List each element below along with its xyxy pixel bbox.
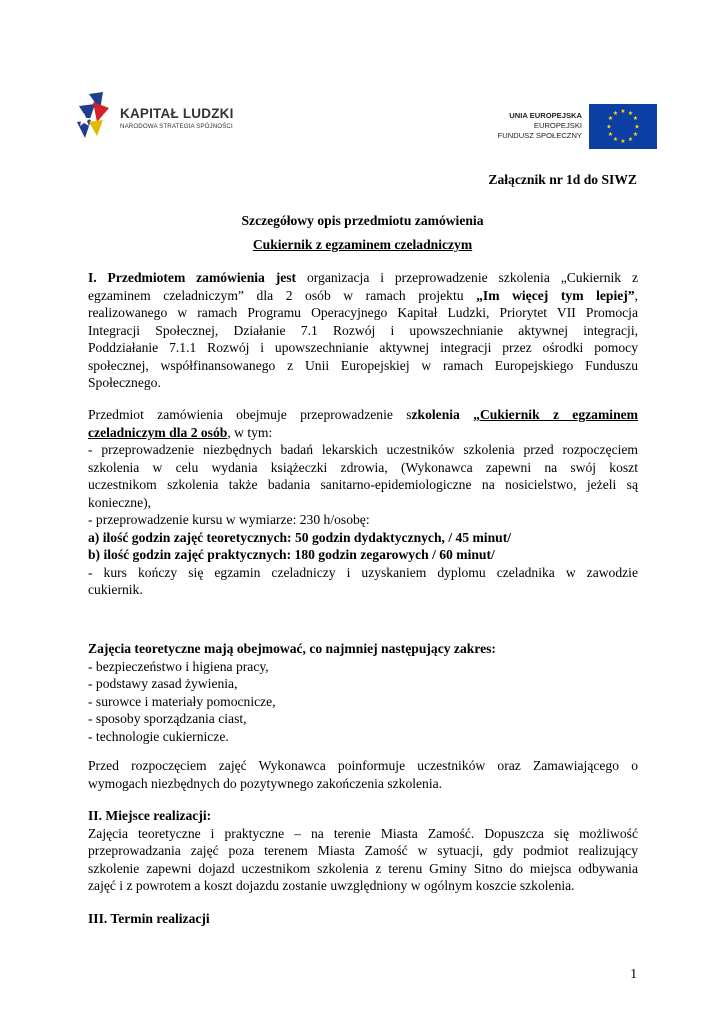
scope-line: uczestnikom szkolenia także badania sanitarno-epidemiologiczne na nosicielstwo, jeżeli są [88,477,638,492]
theory-item: - sposoby sporządzania ciast, [88,711,247,726]
eu-logo-line3: FUNDUSZ SPOŁECZNY [497,130,582,140]
section-2 [88,807,638,895]
scope-text: , w tym: [227,424,273,440]
scope-text: Przedmiot zamówienia obejmuje przeprowadzenie s [88,407,412,422]
svg-text:★: ★ [620,138,626,145]
section-1-text: organizacja i przeprowadzenie szkolenia „Cukiernik z [306,270,638,285]
theory-item: - podstawy zasad żywienia, [88,676,238,691]
eu-logo-line2: EUROPEJSKI [533,121,582,130]
scope-line [88,424,638,442]
theory-item: - surowce i materiały pomocnicze, [88,693,276,709]
eu-logo [474,89,672,163]
svg-text:★: ★ [612,110,619,117]
page-number: 1 [630,966,637,981]
document-subtitle-text: Cukiernik z egzaminem czeladniczym [252,237,473,252]
document-title: Szczegółowy opis przedmiotu zamówienia [241,213,484,228]
eu-logo-text [498,111,582,140]
section-1-line [88,287,638,305]
scope-course-name-cont: czeladniczym dla 2 osób [88,424,228,440]
svg-text:★: ★ [634,123,640,131]
section-1-line: społecznej, współfinansowanego z Unii Europejskiej w ramach Europejskiego Funduszu [88,357,638,373]
svg-text:★: ★ [612,136,619,143]
scope-line: cukiernik. [88,582,143,597]
section-1-text: egzaminem czeladniczym” dla 2 osób w ramach projektu [88,287,464,303]
scope-line: - przeprowadzenie kursu w wymiarze: 230 h/osobę: [88,512,370,527]
info-line: wymogach niezbędnych do pozytywnego zakończenia szkolenia. [88,775,443,791]
section-2-line: zajęć i z powrotem a koszt dojazdu zostanie uwzględniony w ogólnym koszcie szkolenia. [88,878,575,893]
svg-text:★: ★ [607,115,614,122]
theory-heading: Zajęcia teoretyczne mają obejmować, co najmniej następujący zakres: [88,641,496,656]
section-1-line [88,269,638,287]
kapital-ludzki-title: KAPITAŁ LUDZKI [120,106,234,121]
document-subtitle [0,237,725,253]
section-2-line: przeprowadzania zajęć poza terenem Miasta Zamość w sytuacji, gdy podmiot realizujący [88,843,638,858]
section-1-line: realizowanego w ramach Programu Operacyjnego Kapitał Ludzki, Priorytet VII Promocja [88,305,638,320]
section-2-line: Zajęcia teoretyczne i praktyczne – na terenie Miasta Zamość. Dopuszcza się możliwość [88,825,638,841]
svg-text:★: ★ [627,136,634,143]
info-paragraph [88,757,638,792]
scope-line: - przeprowadzenie niezbędnych badań lekarskich uczestników szkolenia przed rozpoczęciem [88,442,638,457]
scope-line: - kurs kończy się egzamin czeladniczy i uzyskaniem dyplomu czeladnika w zawodzie [88,564,638,580]
section-2-heading: II. Miejsce realizacji: [88,808,212,823]
scope-course-name: „Cukiernik z egzaminem [473,407,638,422]
scope-practice-hours: b) ilość godzin zajęć praktycznych: 180 godzin zegarowych / 60 minut/ [88,547,495,562]
kapital-ludzki-subtitle: NARODOWA STRATEGIA SPÓJNOŚCI [120,123,233,130]
scope-paragraph [88,406,638,599]
eu-flag-icon [589,104,657,149]
svg-text:★: ★ [627,110,634,117]
scope-line: konieczne), [88,494,152,510]
section-1-line: Integracji Społecznej, Działanie 7.1 Rozwój i upowszechnianie aktywnej integracji, [88,322,638,338]
svg-text:★: ★ [632,131,639,138]
section-3 [88,910,638,928]
section-1-paragraph [88,269,638,392]
scope-theory-hours: a) ilość godzin zajęć teoretycznych: 50 godzin dydaktycznych, / 45 minut/ [88,529,512,545]
section-1-line: Poddziałanie 7.1.1 Rozwój i upowszechnianie aktywnej integracji przez ośrodki pomocy [88,340,638,355]
eu-logo-line1: UNIA EUROPEJSKA [509,111,582,120]
section-2-line: szkolenie zapewni dojazd uczestnikom szkolenia z terenu Gminy Sitno do miejsca odbywania [88,860,638,876]
annex-label: Załącznik nr 1d do SIWZ [488,172,637,187]
project-name: „Im więcej tym lepiej” [476,287,635,303]
theory-item: - bezpieczeństwo i higiena pracy, [88,658,269,674]
scope-line [88,406,638,424]
svg-text:★: ★ [632,115,639,122]
scope-text-bold: zkolenia [411,407,460,422]
kapital-ludzki-logo [75,92,245,144]
section-1-text: , [634,287,638,303]
theory-item: - technologie cukiernicze. [88,728,229,744]
svg-text:★: ★ [607,131,614,138]
kapital-ludzki-emblem-icon [75,92,117,144]
section-1-lead: I. Przedmiotem zamówienia jest [88,270,297,285]
theory-section [88,640,638,745]
section-1-line: Społecznego. [88,375,161,390]
section-3-heading: III. Termin realizacji [88,911,210,926]
svg-text:★: ★ [606,123,612,131]
svg-text:★: ★ [620,108,626,115]
scope-line: szkolenia w celu wydania książeczki zdrowia, (Wykonawca zapewni na swój koszt [88,459,638,475]
info-line: Przed rozpoczęciem zajęć Wykonawca poinformuje uczestników oraz Zamawiającego o [88,758,638,773]
